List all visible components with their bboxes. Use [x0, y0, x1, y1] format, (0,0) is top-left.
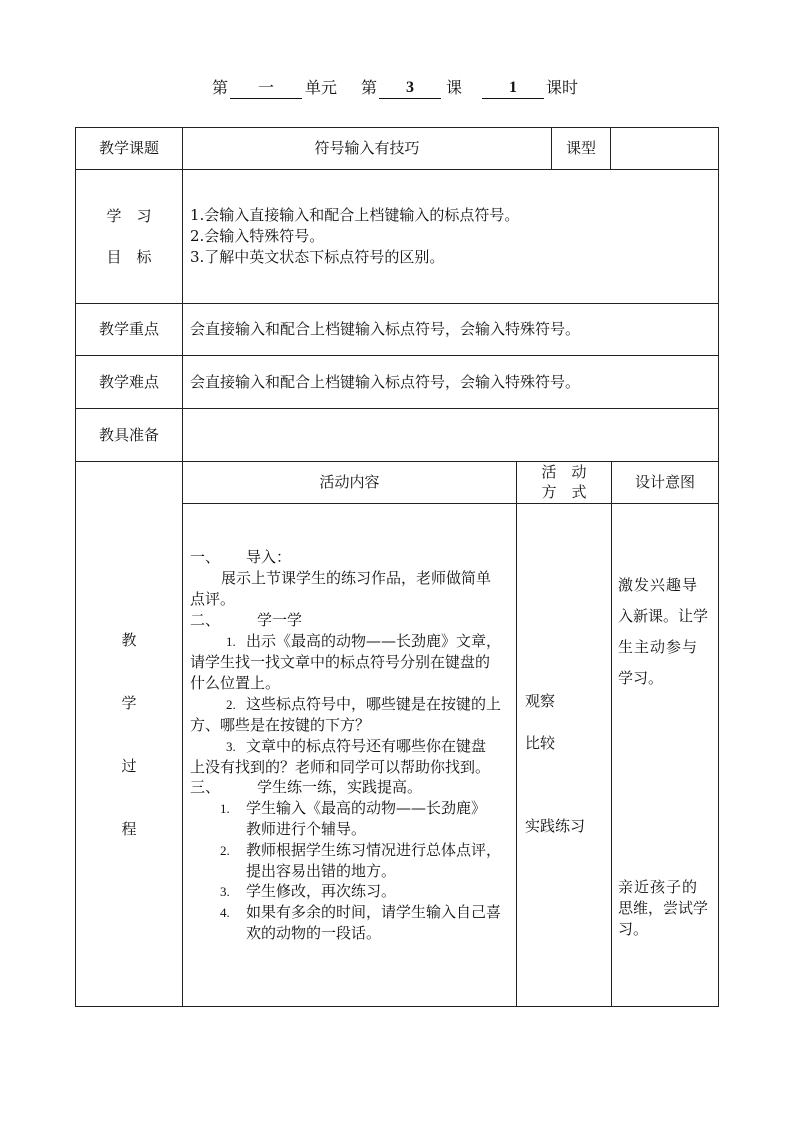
activity-line: 点评。 — [190, 590, 236, 608]
activity-line: 上没有找到的？老师和同学可以帮助你找到。 — [190, 758, 491, 776]
activity-line: 学生输入《最高的动物——长劲鹿》 — [246, 799, 487, 817]
table-rule — [182, 503, 719, 504]
activity-line: 教师根据学生练习情况进行总体点评， — [246, 841, 502, 859]
activity-line: 教师进行个辅导。 — [246, 820, 367, 838]
item-number: 2. — [226, 697, 236, 712]
col-mode-header-2: 方 式 — [541, 483, 587, 501]
section-title: 学生练一练，实践提高。 — [257, 778, 423, 796]
period-label: 课时 — [546, 78, 579, 97]
table-border-bottom — [75, 1006, 719, 1007]
item-number: 3. — [226, 739, 236, 754]
difficulty-label: 教学难点 — [98, 373, 159, 391]
process-label-char: 学 — [121, 694, 137, 712]
table-border-right — [718, 127, 719, 1007]
activity-line: 方、哪些是在按键的下方？ — [190, 716, 371, 734]
item-number: 1. — [220, 801, 230, 816]
activity-line: 这些标点符号中，哪些键是在按键的上 — [246, 695, 502, 713]
col-mode-header-1: 活 动 — [541, 463, 587, 481]
table-col-rule — [611, 461, 612, 1007]
topic-label: 教学课题 — [98, 139, 159, 157]
activity-line: 提出容易出错的地方。 — [246, 862, 397, 880]
intent-line: 激发兴趣导 — [618, 576, 699, 594]
activity-line: 文章中的标点符号还有哪些你在键盘 — [246, 737, 487, 755]
table-rule — [75, 303, 719, 304]
header-di-1: 第 — [212, 78, 229, 97]
difficulty-value: 会直接输入和配合上档键输入标点符号，会输入特殊符号。 — [190, 373, 581, 391]
section-number: 一、 — [190, 548, 221, 566]
lesson-label: 课 — [446, 78, 463, 97]
table-col-rule — [516, 461, 517, 1007]
process-label-char: 教 — [121, 631, 137, 649]
period-value: 1 — [482, 78, 544, 99]
item-number: 2. — [220, 843, 230, 858]
intent-block — [618, 570, 716, 694]
intent-line: 习。 — [618, 920, 649, 938]
mode-item: 观察 — [525, 692, 556, 710]
unit-label: 单元 — [305, 78, 338, 97]
section-title: 导入： — [246, 548, 292, 566]
col-intent-header: 设计意图 — [634, 473, 695, 491]
intent-block — [618, 877, 716, 940]
table-rule — [75, 355, 719, 356]
mode-item: 实践练习 — [525, 817, 586, 835]
header-di-2: 第 — [361, 78, 378, 97]
activity-line: 学生修改，再次练习。 — [246, 882, 397, 900]
section-title: 学一学 — [257, 611, 303, 629]
process-label-char: 过 — [121, 757, 137, 775]
item-number: 1. — [226, 634, 236, 649]
goals-list — [190, 205, 710, 268]
activity-line: 展示上节课学生的练习作品，老师做简单 — [221, 569, 492, 587]
intent-line: 生主动参与 — [618, 638, 699, 656]
topic-value: 符号输入有技巧 — [314, 139, 420, 157]
item-number: 3. — [220, 884, 230, 899]
key-point-label: 教学重点 — [98, 320, 159, 338]
intent-line: 入新课。让学 — [618, 607, 709, 625]
lesson-value: 3 — [379, 78, 441, 99]
intent-line: 学习。 — [618, 669, 664, 687]
table-rule — [75, 461, 719, 462]
lesson-header — [0, 78, 794, 100]
goal-item: 1.会输入直接输入和配合上档键输入的标点符号。 — [190, 206, 520, 224]
key-point-value: 会直接输入和配合上档键输入标点符号，会输入特殊符号。 — [190, 320, 581, 338]
mode-item: 比较 — [525, 734, 556, 752]
table-col-rule — [610, 127, 611, 169]
intent-line: 亲近孩子的 — [618, 878, 699, 896]
table-rule — [75, 169, 719, 170]
activity-line: 请学生找一找文章中的标点符号分别在键盘的 — [190, 653, 491, 671]
item-number: 4. — [220, 905, 230, 920]
goal-item: 3.了解中英文状态下标点符号的区别。 — [190, 248, 445, 266]
section-number: 二、 — [190, 611, 221, 629]
table-rule — [75, 408, 719, 409]
tools-label: 教具准备 — [98, 426, 159, 444]
intent-line: 思维，尝试学 — [618, 899, 709, 917]
goals-label-2: 目 标 — [106, 248, 152, 266]
activity-line: 欢的动物的一段话。 — [246, 924, 382, 942]
table-border-top — [75, 127, 719, 128]
goal-item: 2.会输入特殊符号。 — [190, 227, 325, 245]
col-activity-header: 活动内容 — [319, 473, 380, 491]
table-col-rule — [182, 127, 183, 1007]
goals-label-1: 学 习 — [106, 207, 152, 225]
activity-line: 出示《最高的动物——长劲鹿》文章， — [246, 632, 502, 650]
process-label-char: 程 — [121, 820, 137, 838]
unit-value: 一 — [230, 78, 302, 99]
activity-line: 如果有多余的时间，请学生输入自己喜 — [246, 903, 502, 921]
type-label: 课型 — [565, 139, 596, 157]
activity-line: 什么位置上。 — [190, 674, 281, 692]
section-number: 三、 — [190, 778, 221, 796]
